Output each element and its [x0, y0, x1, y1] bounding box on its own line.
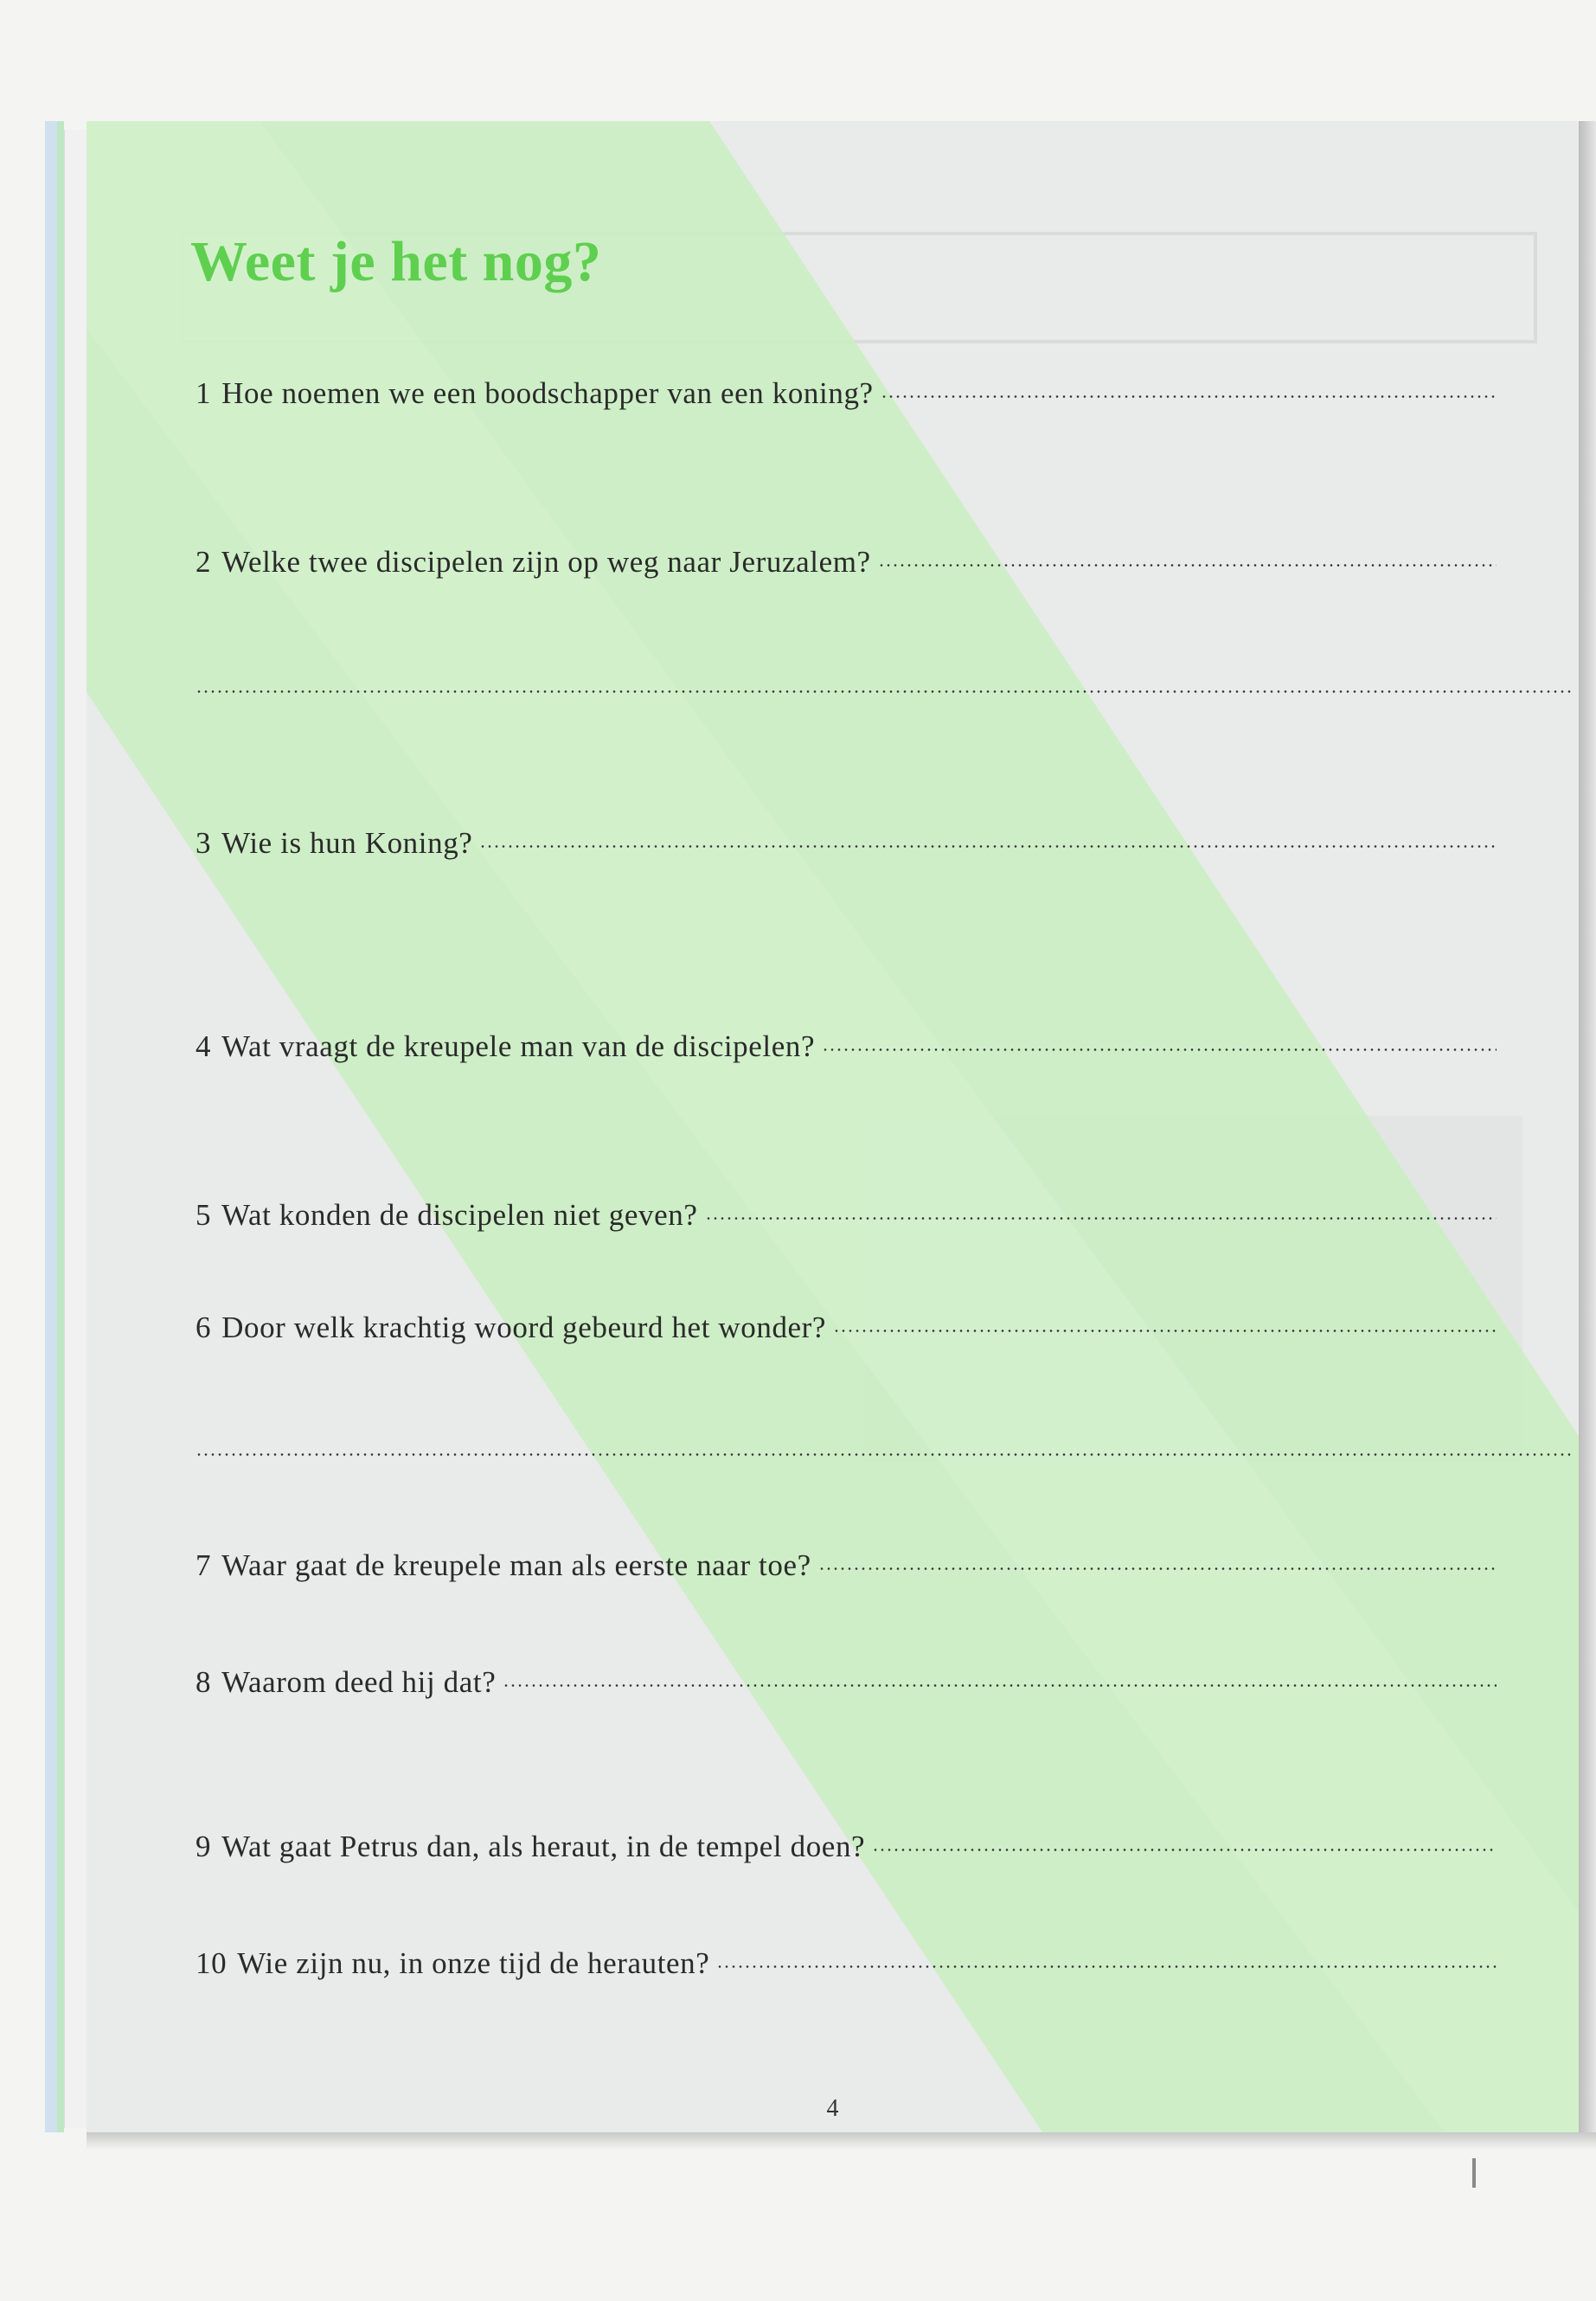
question-7	[195, 1548, 1497, 1583]
question-6	[195, 1311, 1497, 1345]
question-9	[195, 1830, 1497, 1864]
question-number: 10	[195, 1946, 228, 1980]
question-text: Waar gaat de kreupele man als eerste naar toe?	[221, 1548, 811, 1582]
answer-field[interactable]	[881, 395, 1497, 398]
answer-field[interactable]	[705, 1217, 1497, 1220]
question-number: 9	[195, 1830, 212, 1863]
answer-field[interactable]	[479, 845, 1497, 848]
question-number: 8	[195, 1665, 212, 1699]
question-8	[195, 1665, 1497, 1700]
right-shadow	[1579, 121, 1596, 2145]
question-4	[195, 1029, 1497, 1064]
question-number: 6	[195, 1311, 212, 1344]
question-5	[195, 1198, 1497, 1233]
worksheet-page	[87, 121, 1579, 2132]
bottom-shadow	[87, 2132, 1596, 2150]
answer-field[interactable]	[716, 1965, 1497, 1968]
question-text: Wie is hun Koning?	[221, 826, 473, 860]
answer-field-extra[interactable]	[195, 1453, 1573, 1456]
answer-field-extra[interactable]	[195, 690, 1573, 693]
worksheet-title: Weet je het nog?	[190, 230, 602, 293]
page-edge-green	[57, 121, 64, 2132]
question-text: Welke twee discipelen zijn op weg naar Jeruzalem?	[221, 545, 871, 579]
question-text: Wat gaat Petrus dan, als heraut, in de tempel doen?	[221, 1830, 866, 1863]
question-3	[195, 826, 1497, 861]
answer-field[interactable]	[503, 1684, 1497, 1687]
question-number: 3	[195, 826, 212, 860]
question-text: Hoe noemen we een boodschapper van een koning?	[221, 376, 874, 410]
question-text: Door welk krachtig woord gebeurd het wonder?	[221, 1311, 827, 1344]
answer-field[interactable]	[878, 564, 1497, 567]
question-number: 7	[195, 1548, 212, 1582]
page-edge-blue	[45, 121, 57, 2132]
question-text: Wat konden de discipelen niet geven?	[221, 1198, 698, 1232]
question-number: 4	[195, 1029, 212, 1063]
answer-field[interactable]	[822, 1048, 1497, 1051]
question-text: Waarom deed hij dat?	[221, 1665, 497, 1699]
answer-field[interactable]	[833, 1330, 1497, 1332]
answer-field[interactable]	[818, 1567, 1497, 1570]
question-number: 5	[195, 1198, 212, 1232]
page-stack-edge	[64, 130, 87, 2128]
page-number: 4	[826, 2095, 839, 2122]
question-10	[195, 1946, 1497, 1981]
question-number: 2	[195, 545, 212, 579]
question-text: Wat vraagt de kreupele man van de discipelen?	[221, 1029, 816, 1063]
answer-field[interactable]	[872, 1849, 1497, 1851]
question-number: 1	[195, 376, 212, 410]
scan-mark	[1472, 2158, 1476, 2188]
question-text: Wie zijn nu, in onze tijd de herauten?	[237, 1946, 710, 1980]
question-1	[195, 376, 1497, 411]
question-2	[195, 545, 1497, 580]
